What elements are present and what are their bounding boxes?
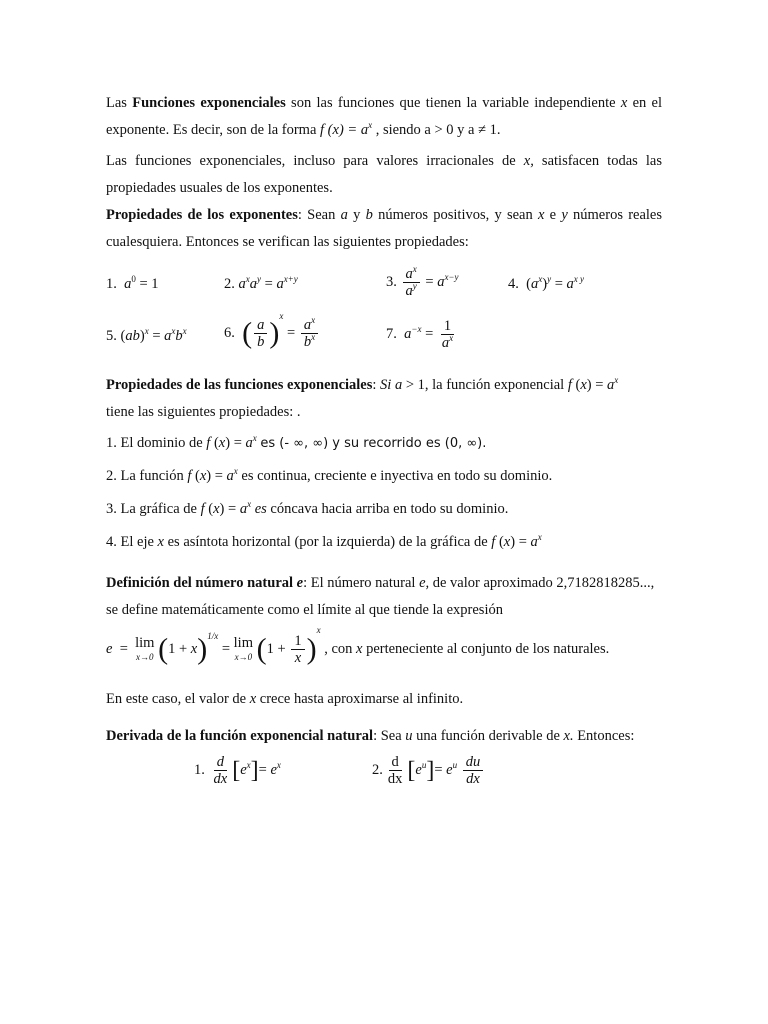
- intro-paragraph-1: Las Funciones exponenciales son las funciones que tienen la variable independiente x en el exponente. Es decir, son de la forma f $(x) = a^x$ , siendo a > 0 y a ≠ 1.: [106, 95, 663, 138]
- exponent-props-paragraph: Propiedades de los exponentes: Sean a y b números positivos, y sean x e y números reales cualesquiera. Entonces se verifican las siguientes propiedades:: [106, 207, 663, 250]
- function-prop-4: 4. El eje x es asíntota horizontal (por la izquierda) de la gráfica de f $(x) = a^x$: [106, 532, 542, 550]
- derivative-formula-2: 2. $\frac{d}{dx}$ $[e^u]= e^u$ $\frac{du}{dx}$: [372, 754, 485, 787]
- function-props-intro-2: tiene las siguientes propiedades: .: [106, 404, 301, 420]
- property-7: 7. $a^{-x}$ = $\frac{1}{a^x}$: [386, 318, 454, 351]
- derivative-paragraph: Derivada de la función exponencial natural: Sea u una función derivable de x. Entonces:: [106, 728, 635, 744]
- derivative-heading: Derivada de la función exponencial natural: [106, 728, 374, 744]
- formula-f-of-x: f (x) = a: [320, 122, 369, 138]
- property-5: 5. $(ab)^x = a^xb^x$: [106, 326, 187, 344]
- intro-paragraph-2: Las funciones exponenciales, incluso para valores irracionales de x, satisfacen todas las propiedades usuales de los exponentes.: [106, 153, 662, 196]
- property-3: 3. $\frac{a^x}{a^y}$ = $a^{x-y}$: [386, 264, 459, 299]
- derivative-formulas: [106, 754, 662, 804]
- function-prop-2: 2. La función f $(x) = a^x$ es continua, creciente e inyectiva en todo su dominio.: [106, 466, 553, 484]
- property-6: 6. ( $\frac{a}{b}$ )$^x$ = $\frac{a^x}{b^x}$: [224, 316, 320, 350]
- property-2: 2. $a^xa^y = a^{x+y}$: [224, 274, 298, 292]
- property-4: 4. $(a^x)^y = a^{x y}$: [508, 274, 584, 292]
- exponent-props-row-2: [106, 311, 662, 362]
- exponent-props-row-1: [106, 266, 662, 308]
- natural-e-heading: Definición del número natural e: [106, 575, 304, 591]
- function-prop-3: 3. La gráfica de f $(x) = a^x$ es cóncava hacia arriba en todo su dominio.: [106, 499, 509, 517]
- function-props-intro: Propiedades de las funciones exponenciales: Si a > 1, la función exponencial f $(x) = a^x$: [106, 375, 619, 393]
- property-1: 1. $a^0 = 1$: [106, 274, 159, 292]
- natural-e-paragraph: Definición del número natural e: El número natural e, de valor aproximado 2,7182818285..., se define matemáticamente como el límite al que tiende la expresión: [106, 575, 655, 618]
- function-prop-1: 1. El dominio de f $(x) = a^x$ es (- ∞, ∞) y su recorrido es (0, ∞).: [106, 433, 487, 451]
- derivative-formula-1: 1. $\frac{d}{dx}$ $[e^x]= e^x$: [194, 754, 281, 787]
- e-limit-formula: e = lim x→0 $(1 + x)^{1/x}$ = lim x→0 (1 + $\frac{1}{x}$ )$^x$ , con x perteneciente al conjunto de los naturales.: [106, 625, 610, 667]
- natural-e-after: En este caso, el valor de x crece hasta aproximarse al infinito.: [106, 691, 464, 707]
- exponent-props-heading: Propiedades de los exponentes: [106, 207, 298, 223]
- document-page: [106, 90, 662, 804]
- function-props-heading: Propiedades de las funciones exponenciales: [106, 377, 373, 393]
